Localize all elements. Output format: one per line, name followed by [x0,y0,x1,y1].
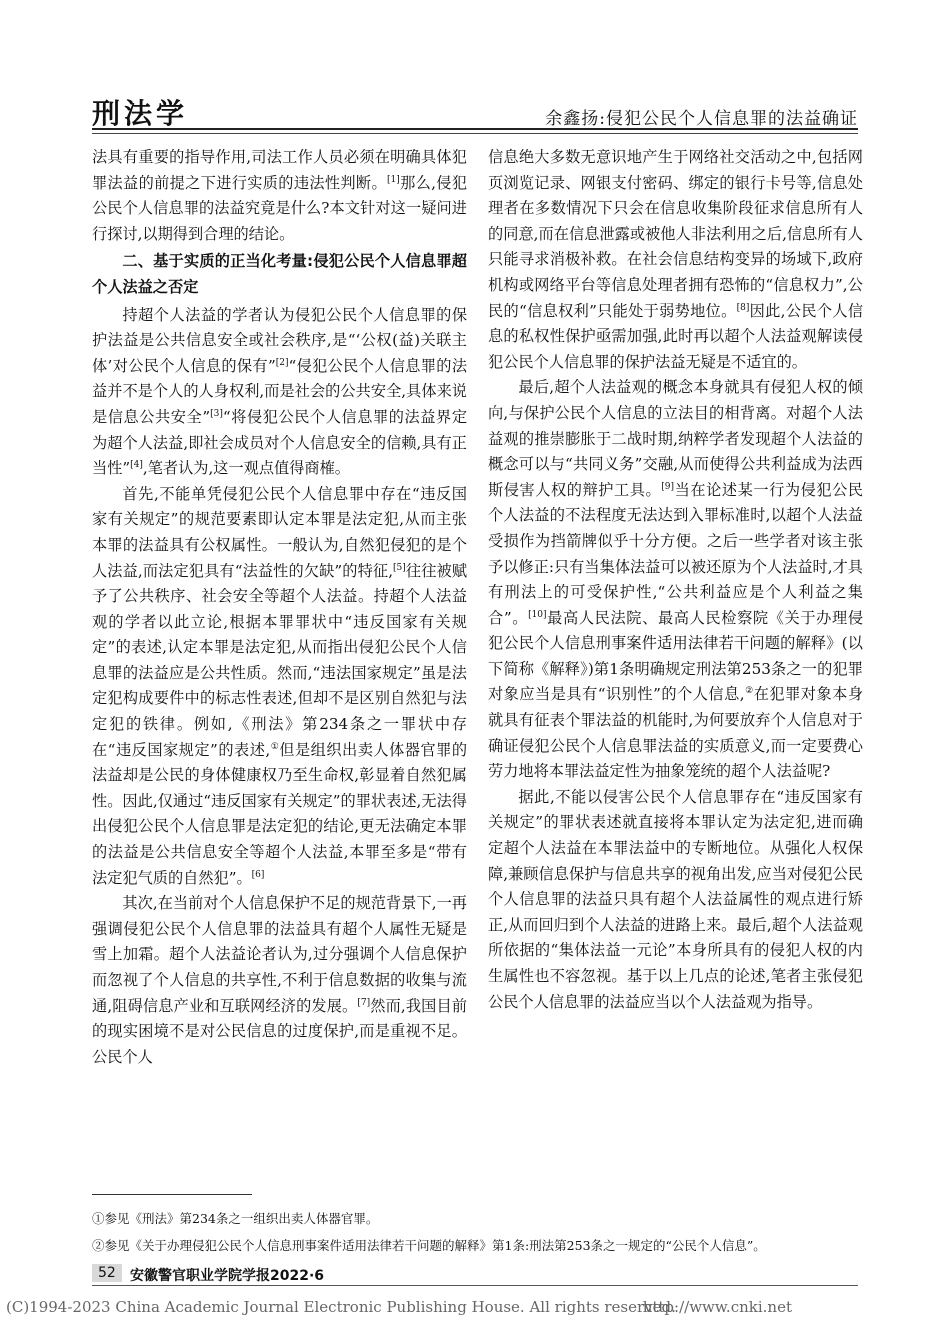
header-rule [92,128,858,130]
citation: [3] [210,408,223,419]
citation: [8] [736,302,750,313]
footnote-rule [92,1194,252,1195]
citation: [10] [528,609,547,620]
copyright-notice: (C)1994-2023 China Academic Journal Electronic Publishing House. All rights reserved. [6,1298,676,1316]
journal-name: 安徽警官职业学院学报2022·6 [130,1268,325,1284]
footnote-marker: ① [270,741,280,752]
footer-rule [92,1285,858,1286]
citation: [4] [130,460,143,471]
site-link[interactable]: http://www.cnki.net [642,1298,792,1316]
citation: [7] [357,997,371,1008]
paragraph: 信息绝大多数无意识地产生于网络社交活动之中,包括网页浏览记录、网银支付密码、绑定的银行卡号等,信息处理者在多数情况下只会在信息收集阶段征求信息所有人的同意,而在信息泄露或被他人非法利用之后,信息所有人只能寻求消极补救。在社会信息结构变异的场域下,政府机构或网络平台等信息处理者拥有恐怖的“信息权力”,公民的“信息权利”只能处于弱势地位。[8]因此,公民个人信息的私权性保护亟需加强,此时再以超个人法益观解读侵犯公民个人信息罪的保护法益无疑是不适宜的。 [488,148,864,371]
paragraph: 其次,在当前对个人信息保护不足的规范背景下,一再强调侵犯公民个人信息罪的法益具有超个人属性无疑是雪上加霜。超个人法益论者认为,过分强调个人信息保护而忽视了个人信息的共享性,不利于信息数据的收集与流通,阻碍信息产业和互联网经济的发展。[7]然而,我国目前的现实困境不是对公民信息的过度保护,而是重视不足。公民个人 [92,894,468,1066]
citation: [6] [251,869,265,880]
citation: [1] [386,174,400,185]
paragraph: 持超个人法益的学者认为侵犯公民个人信息罪的保护法益是公共信息安全或社会秩序,是“‘公权(益)关联主体’对公民个人信息的保有”[2]“侵犯公民个人信息罪的法益并不是个人的人身权利,而是社会的公共安全,具体来说是信息公共安全”[3]“将侵犯公民个人信息罪的法益界定为超个人法益,即社会成员对个人信息安全的信赖,具有正当性”[4],笔者认为,这一观点值得商榷。 [92,305,468,478]
footnote: ①参见《刑法》第234条之一组织出卖人体器官罪。 [92,1211,379,1226]
footnote-marker: ② [744,686,754,697]
running-title: 余鑫扬:侵犯公民个人信息罪的法益确证 [545,109,858,129]
footnote: ②参见《关于办理侵犯公民个人信息刑事案件适用法律若干问题的解释》第1条:刑法第253条之一规定的“公民个人信息”。 [92,1238,766,1253]
paragraph: 最后,超个人法益观的概念本身就具有侵犯人权的倾向,与保护公民个人信息的立法目的相背离。对超个人法益观的推崇膨胀于二战时期,纳粹学者发现超个人法益的概念可以与“共同义务”交融,从而使得公共利益成为法西斯侵害人权的辩护工具。[9]当在论述某一行为侵犯公民个人法益的不法程度无法达到入罪标准时,以超个人法益受损作为挡箭牌似乎十分方便。之后一些学者对该主张予以修正:只有当集体法益可以被还原为个人法益时,才具有刑法上的可受保护性,“公共利益应是个人利益之集合”。[10]最高人民法院、最高人民检察院《关于办理侵犯公民个人信息刑事案件适用法律若干问题的解释》(以下简称《解释》)第1条明确规定刑法第253条之一的犯罪对象应当是具有“识别性”的个人信息,②在犯罪对象本身就具有征表个罪法益的机能时,为何要放弃个人信息对于确证侵犯公民个人信息罪法益的实质意义,而一定要费心劳力地将本罪法益定性为抽象笼统的超个人法益呢? [488,378,864,781]
right-column [488,145,863,1015]
header-rule-thin [92,133,858,134]
section-heading: 二、基于实质的正当化考量:侵犯公民个人信息罪超个人法益之否定 [92,252,467,296]
citation: [2] [275,357,289,368]
section-title: 刑法学 [92,97,189,130]
paragraph: 首先,不能单凭侵犯公民个人信息罪中存在“违反国家有关规定”的规范要素即认定本罪是法定犯,从而主张本罪的法益具有公权属性。一般认为,自然犯侵犯的是个人法益,而法定犯具有“法益性的欠缺”的特征,[5]往往被赋予了公共秩序、社会安全等超个人法益。持超个人法益观的学者以此立论,根据本罪罪状中“违反国家有关规定”的表述,认定本罪是法定犯,从而指出侵犯公民个人信息罪的法益应是公共性质。然而,“违法国家规定”虽是法定犯构成要件中的标志性表述,但却不是区别自然犯与法定犯的铁律。例如,《刑法》第234条之一罪状中存在“违反国家规定”的表述,①但是组织出卖人体器官罪的法益却是公民的身体健康权乃至生命权,彰显着自然犯属性。因此,仅通过“违反国家有关规定”的罪状表述,无法得出侵犯公民个人信息罪是法定犯的结论,更无法确定本罪的法益是公共信息安全等超个人法益,本罪至多是“带有法定犯气质的自然犯”。[6] [92,484,468,887]
page-number: 52 [92,1264,122,1282]
citation: [9] [661,481,674,492]
left-column [92,145,467,1070]
citation: [5] [393,562,406,573]
paragraph: 法具有重要的指导作用,司法工作人员必须在明确具体犯罪法益的前提之下进行实质的违法性判断。[1]那么,侵犯公民个人信息罪的法益究竟是什么?本文针对这一疑问进行探讨,以期得到合理的结论。 [92,148,468,243]
paragraph: 据此,不能以侵害公民个人信息罪存在“违反国家有关规定”的罪状表述就直接将本罪认定为法定犯,进而确定超个人法益在本罪法益中的专断地位。从强化人权保障,兼顾信息保护与信息共享的视角出发,应当对侵犯公民个人信息罪的法益只具有超个人法益属性的观点进行矫正,从而回归到个人法益的进路上来。最后,超个人法益观所依据的“集体法益一元论”本身所具有的侵犯人权的内生属性也不容忽视。基于以上几点的论述,笔者主张侵犯公民个人信息罪的法益应当以个人法益观为指导。 [488,787,863,1011]
